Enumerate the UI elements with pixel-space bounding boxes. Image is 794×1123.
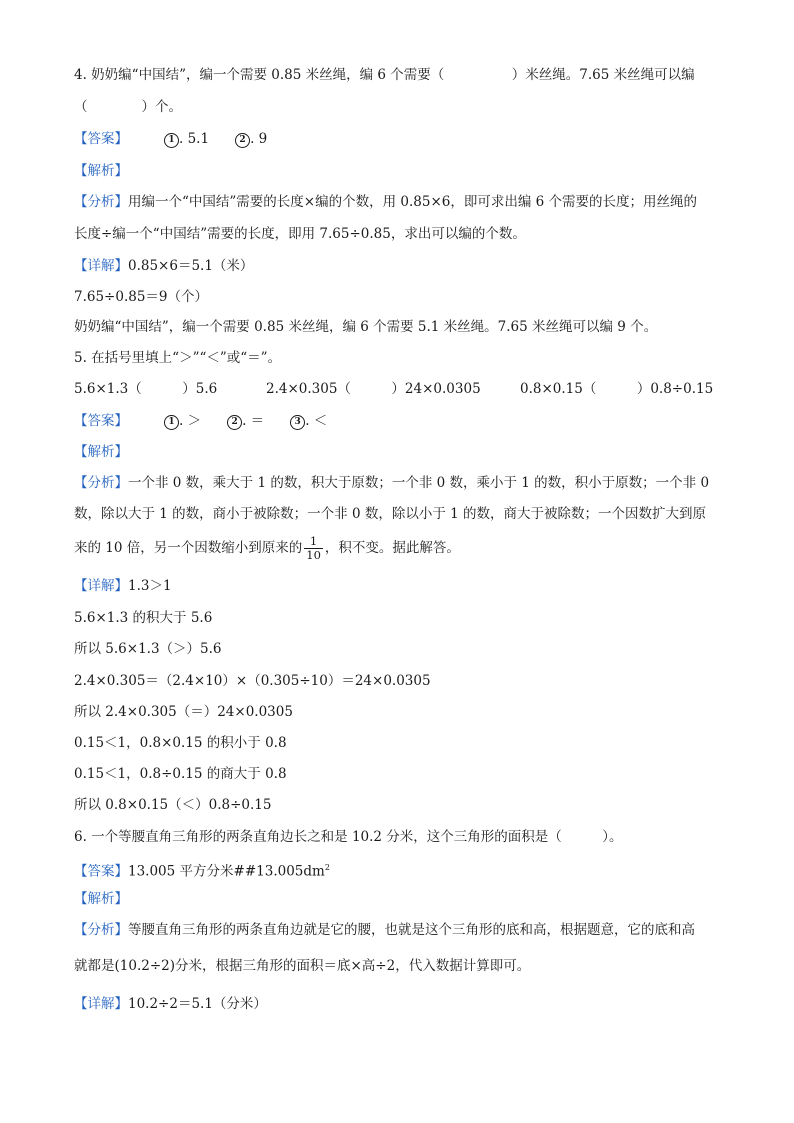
xiangjie-tag: 【详解】 [74, 578, 128, 594]
fenxi-text-a: 来的 10 倍，另一个因数缩小到原来的 [74, 540, 303, 556]
q5-detail-line3: 所以 5.6×1.3（＞）5.6 [74, 641, 222, 657]
answer-tag: 【答案】 [74, 131, 128, 147]
q5-analysis-tag: 【解析】 [74, 444, 128, 460]
q4-analysis-line2: 长度÷编一个“中国结”需要的长度，即用 7.65÷0.85，求出可以编的个数。 [74, 226, 526, 242]
answer-value-1: . ＞ [179, 413, 202, 429]
q4-question-line2: （ ）个。 [74, 99, 182, 115]
answer-tag: 【答案】 [74, 413, 128, 429]
q5-analysis-line1 [74, 474, 709, 492]
q4-detail-line1 [74, 257, 253, 275]
q5-analysis-line2: 数，除以大于 1 的数，商小于被除数；一个非 0 数，除以小于 1 的数，商大于被除数；一个因数扩大到原 [74, 506, 707, 522]
detail-text: 1.3＞1 [128, 578, 172, 594]
circled-number-2: 2 [235, 133, 250, 148]
q5-detail-line5: 所以 2.4×0.305（＝）24×0.0305 [74, 704, 293, 720]
q6-analysis-line1 [74, 921, 695, 939]
fraction [304, 535, 323, 562]
q5-answer [74, 412, 327, 430]
q6-question-line1: 6. 一个等腰直角三角形的两条直角边长之和是 10.2 分米，这个三角形的面积是（ ）。 [74, 829, 623, 845]
q4-question-line1: 4. 奶奶编“中国结”，编一个需要 0.85 米丝绳，编 6 个需要（ ）米丝绳。7.65 米丝绳可以编 [74, 67, 695, 83]
q5-detail-line4: 2.4×0.305＝（2.4×10）×（0.305÷10）＝24×0.0305 [74, 673, 431, 689]
q5-detail-line7: 0.15＜1，0.8÷0.15 的商大于 0.8 [74, 766, 287, 782]
detail-text: 0.85×6＝5.1（米） [128, 258, 254, 274]
xiangjie-tag: 【详解】 [74, 258, 128, 274]
q4-detail-line2: 7.65÷0.85＝9（个） [74, 289, 209, 305]
q4-answer [74, 130, 267, 148]
q6-detail-line1 [74, 995, 267, 1013]
q4-analysis-line1 [74, 193, 697, 211]
answer-value-3: . ＜ [305, 413, 328, 429]
detail-text: 10.2÷2＝5.1（分米） [128, 996, 267, 1012]
fenxi-text: 一个非 0 数，乘大于 1 的数，积大于原数；一个非 0 数，乘小于 1 的数，积小于原数；一个非 0 [128, 475, 710, 491]
circled-number-3: 3 [290, 415, 305, 430]
fenxi-text: 用编一个“中国结”需要的长度×编的个数，用 0.85×6，即可求出编 6 个需要的长度；用丝绳的 [128, 194, 698, 210]
q5-detail-line2: 5.6×1.3 的积大于 5.6 [74, 610, 213, 626]
q5-detail-line6: 0.15＜1，0.8×0.15 的积小于 0.8 [74, 735, 287, 751]
circled-number-1: 1 [164, 415, 179, 430]
q5-items [74, 380, 713, 398]
xiangjie-tag: 【详解】 [74, 996, 128, 1012]
answer-value: 13.005 平方分米##13.005dm [128, 863, 325, 880]
q6-analysis-tag: 【解析】 [74, 891, 128, 907]
circled-number-2: 2 [227, 415, 242, 430]
fenxi-text-b: ，积不变。据此解答。 [324, 540, 460, 556]
q6-analysis-line2: 就都是(10.2÷2)分米，根据三角形的面积＝底×高÷2，代入数据计算即可。 [74, 958, 531, 974]
q5-detail-line1 [74, 577, 172, 595]
fenxi-tag: 【分析】 [74, 475, 128, 491]
q5-item-1: 5.6×1.3（ ）5.6 [74, 381, 218, 397]
fenxi-text: 等腰直角三角形的两条直角边就是它的腰，也就是这个三角形的底和高，根据题意，它的底和高 [128, 922, 695, 938]
answer-value-2: . ＝ [242, 413, 265, 429]
answer-value-2: . 9 [250, 131, 268, 147]
fenxi-tag: 【分析】 [74, 194, 128, 210]
q5-detail-line8: 所以 0.8×0.15（＜）0.8÷0.15 [74, 797, 272, 813]
answer-superscript: 2 [324, 863, 330, 872]
q5-item-3: 0.8×0.15（ ）0.8÷0.15 [520, 381, 714, 397]
q6-answer [74, 859, 330, 881]
fraction-denominator: 10 [306, 548, 321, 562]
answer-tag: 【答案】 [74, 863, 128, 880]
fenxi-tag: 【分析】 [74, 922, 128, 938]
circled-number-1: 1 [164, 133, 179, 148]
q5-analysis-line3 [74, 532, 460, 564]
fraction-numerator: 1 [304, 535, 323, 549]
q5-question-line1: 5. 在括号里填上“＞”“＜”或“＝”。 [74, 350, 282, 366]
answer-value-1: . 5.1 [179, 131, 210, 147]
q4-analysis-tag: 【解析】 [74, 163, 128, 179]
q4-detail-line3: 奶奶编“中国结”，编一个需要 0.85 米丝绳，编 6 个需要 5.1 米丝绳。7.65 米丝绳可以编 9 个。 [74, 319, 658, 335]
q5-item-2: 2.4×0.305（ ）24×0.0305 [266, 381, 481, 397]
